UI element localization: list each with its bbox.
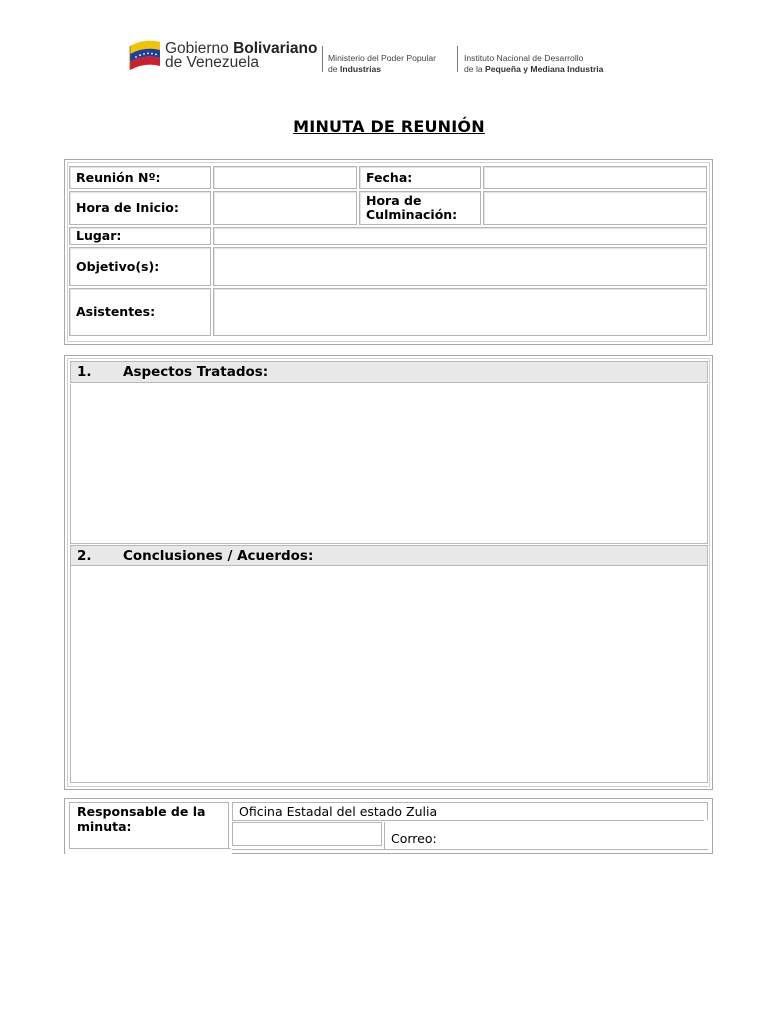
instituto-text	[464, 53, 603, 75]
ministerio-text	[328, 53, 436, 75]
header-separator	[457, 46, 458, 72]
numero-field[interactable]	[213, 166, 357, 189]
objetivos-field[interactable]	[213, 247, 707, 286]
correo-label: Correo:	[391, 831, 437, 846]
divider	[232, 853, 713, 854]
divider	[232, 820, 704, 821]
section-title: Aspectos Tratados:	[123, 364, 269, 380]
hora-culminacion-label-line1: Hora de	[366, 193, 422, 208]
correo-field[interactable]	[384, 822, 708, 850]
divider	[69, 848, 231, 849]
venezuela-flag-logo	[128, 36, 162, 72]
gov-line2: de Venezuela	[165, 54, 259, 71]
fecha-field[interactable]	[483, 166, 707, 189]
institute-line2-b: Pequeña y Mediana Industria	[485, 64, 604, 74]
hora-culminacion-field[interactable]	[483, 191, 707, 225]
gobierno-bolivariano-text	[165, 42, 318, 70]
fecha-label: Fecha:	[359, 166, 481, 189]
oficina-field[interactable]	[232, 802, 708, 820]
institute-line1: Instituto Nacional de Desarrollo	[464, 53, 584, 63]
conclusiones-content-area[interactable]	[70, 566, 708, 783]
divider	[232, 849, 708, 850]
table-border	[64, 798, 65, 854]
hora-culminacion-label	[359, 191, 481, 225]
gov-line1-a: Gobierno	[165, 40, 234, 57]
lugar-field[interactable]	[213, 227, 707, 245]
hora-culminacion-label-line2: Culminación:	[366, 207, 458, 222]
ministry-line1: Ministerio del Poder Popular	[328, 53, 436, 63]
section-number: 2.	[77, 547, 92, 564]
section-aspectos-header	[70, 361, 708, 383]
institute-line2-a: de la	[464, 64, 486, 74]
section-title: Conclusiones / Acuerdos:	[123, 547, 314, 564]
section-number: 1.	[77, 364, 92, 380]
responsable-label-line1: Responsable de la	[77, 804, 206, 819]
ministry-line2-b: Industrias	[339, 64, 382, 74]
hora-inicio-label: Hora de Inicio:	[69, 191, 211, 225]
section-conclusiones-header	[70, 545, 708, 566]
oficina-value: Oficina Estadal del estado Zulia	[239, 804, 438, 819]
ministry-line2-a: de	[328, 64, 340, 74]
asistentes-label: Asistentes:	[69, 288, 211, 336]
responsable-label	[69, 802, 229, 848]
numero-label: Reunión Nº:	[69, 166, 211, 189]
gov-line1-b: Bolivariano	[233, 40, 318, 57]
asistentes-field[interactable]	[213, 288, 707, 336]
header-separator	[322, 46, 323, 72]
table-border	[712, 798, 713, 854]
lugar-label: Lugar:	[69, 227, 211, 245]
hora-inicio-field[interactable]	[213, 191, 357, 225]
responsable-name-field[interactable]	[232, 822, 382, 846]
aspectos-content-area[interactable]	[70, 384, 708, 544]
page-title: MINUTA DE REUNIÓN	[293, 117, 485, 136]
responsable-label-line2: minuta:	[77, 819, 132, 834]
objetivos-label: Objetivo(s):	[69, 247, 211, 286]
